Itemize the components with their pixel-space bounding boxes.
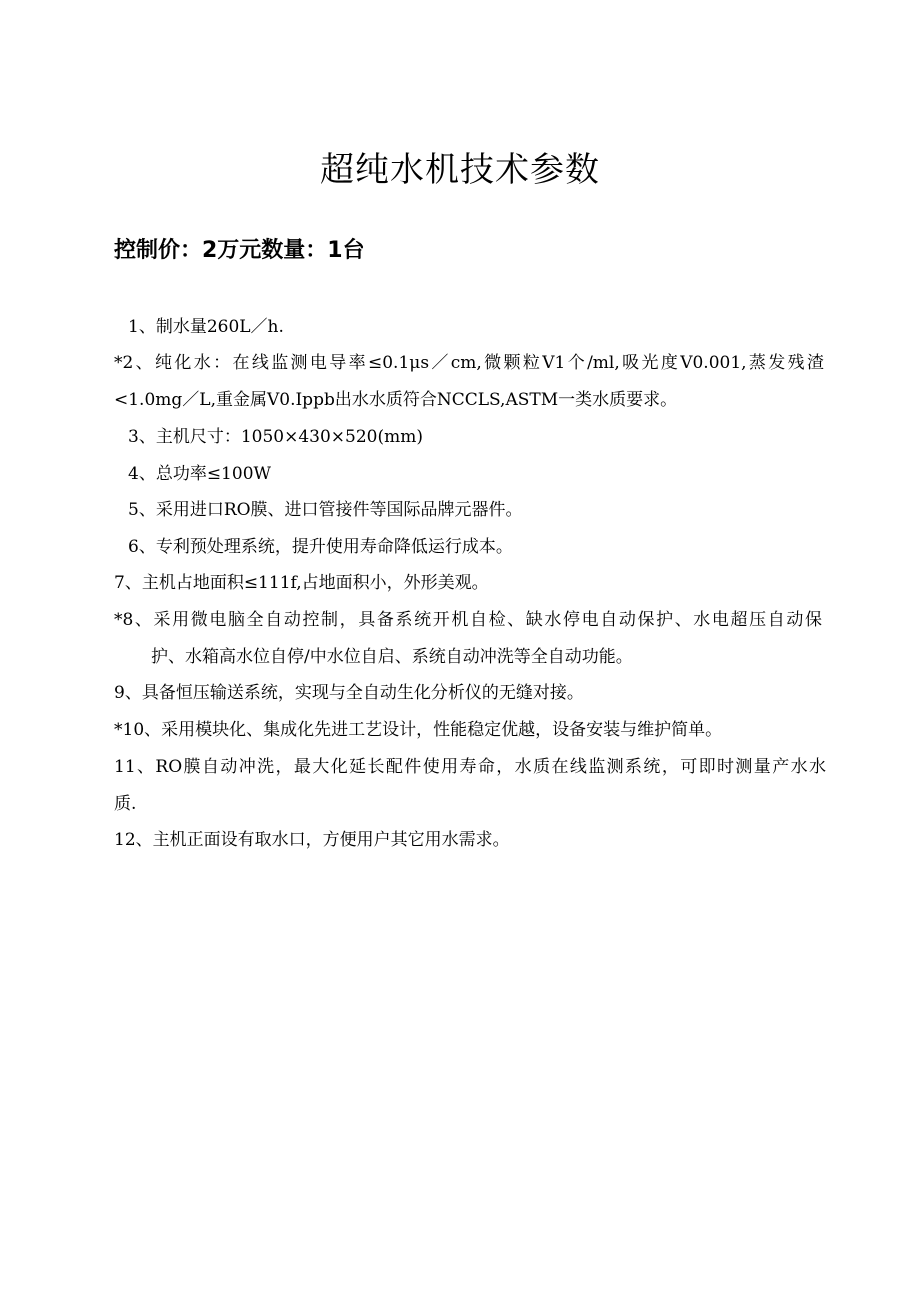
spec-line-2a: *2、纯化水：在线监测电导率≤0.1μs／cm,微颗粒V1个/ml,吸光度V0.001,蒸发残渣 <box>114 353 824 373</box>
spec-line-11a: 11、RO膜自动冲洗，最大化延长配件使用寿命，水质在线监测系统，可即时测量产水水 <box>114 757 826 777</box>
spec-line-7: 7、主机占地面积≤111f,占地面积小，外形美观。 <box>114 573 489 593</box>
spec-line-9: 9、具备恒压输送系统，实现与全自动生化分析仪的无缝对接。 <box>114 683 584 703</box>
spec-line-11b: 质. <box>114 794 137 814</box>
spec-line-8a: *8、采用微电脑全自动控制，具备系统开机自检、缺水停电自动保护、水电超压自动保 <box>114 610 822 630</box>
spec-line-6: 6、专利预处理系统，提升使用寿命降低运行成本。 <box>128 537 513 557</box>
price-quantity-heading: 控制价：2万元数量：1台 <box>114 238 365 263</box>
spec-line-8b: 护、水箱高水位自停/中水位自启、系统自动冲洗等全自动功能。 <box>151 647 633 667</box>
spec-line-1: 1、制水量260L／h. <box>128 317 284 337</box>
spec-line-10: *10、采用模块化、集成化先进工艺设计，性能稳定优越，设备安装与维护简单。 <box>114 720 723 740</box>
spec-line-4: 4、总功率≤100W <box>128 464 271 484</box>
document-title: 超纯水机技术参数 <box>320 150 600 190</box>
spec-line-3: 3、主机尺寸：1050×430×520(mm) <box>128 427 423 447</box>
spec-line-5: 5、采用进口RO膜、进口管接件等国际品牌元器件。 <box>128 500 523 520</box>
spec-line-2b: <1.0mg／L,重金属V0.Ippb出水水质符合NCCLS,ASTM一类水质要求。 <box>114 390 678 410</box>
spec-line-12: 12、主机正面设有取水口，方便用户其它用水需求。 <box>114 830 510 850</box>
